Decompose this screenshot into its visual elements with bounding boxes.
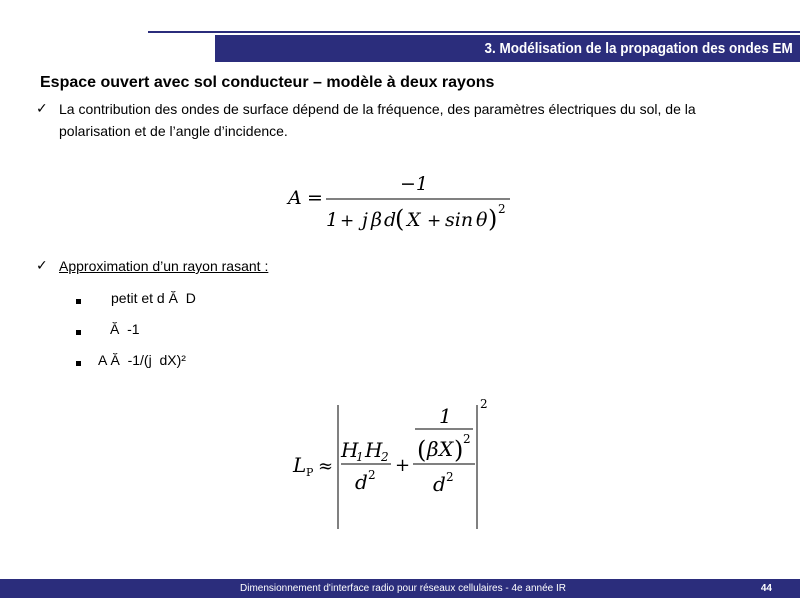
formula2-term2-den-exp: 2 (446, 470, 454, 484)
square-bullet-icon (76, 330, 81, 335)
sub-bullet (76, 352, 186, 372)
footer-text: Dimensionnement d'interface radio pour réseaux cellulaires - 4e année IR (240, 583, 566, 594)
square-bullet-icon (76, 299, 81, 304)
formula1-den-j: j (362, 209, 368, 231)
check-icon: ✓ (36, 258, 48, 274)
bullet-text: Approximation d’un rayon rasant : (59, 258, 269, 274)
formula-reflection-coefficient (280, 168, 520, 238)
sub-bullet-text: Ă -1 (110, 321, 140, 337)
formula2-term1-den: d (355, 470, 368, 494)
formula2-plus: + (395, 455, 411, 476)
bullet-grazing-approximation (36, 255, 268, 277)
formula2-term2-exp: 2 (463, 432, 471, 446)
formula2-lhs: L (293, 453, 307, 477)
section-title: 3. Modélisation de la propagation des ondes EM (484, 40, 793, 57)
formula1-den-d: d (384, 209, 397, 231)
sub-bullet-text: A Ă -1/(j dX)² (98, 352, 186, 368)
formula1-den-beta: β (371, 209, 382, 231)
check-icon: ✓ (36, 101, 48, 117)
header-rule (148, 31, 800, 33)
formula2-term2-den: d (433, 472, 446, 496)
formula1-den-one: 1 (326, 209, 339, 231)
section-header (215, 35, 800, 62)
bullet-text: La contribution des ondes de surface dépend de la fréquence, des paramètres électriques du sol, de la polarisation et de l’angle d’incidence. (59, 101, 696, 139)
formula2-lhs-sub: P (306, 466, 314, 479)
formula1-den-X: X (407, 209, 421, 231)
formula2-outer-exp: 2 (480, 397, 488, 411)
formula1-den-exp: 2 (498, 202, 506, 216)
formula1-den-rparen: ) (488, 205, 498, 233)
formula2-approx: ≈ (318, 456, 334, 477)
formula2-term1-H1: H (341, 438, 359, 462)
sub-bullet-text: petit et d Ă D (111, 290, 196, 306)
formula2-term2-X: X (439, 437, 454, 461)
formula2-term2-top: 1 (439, 404, 452, 428)
formula1-den-plus2: + (427, 211, 442, 231)
formula2-term1-sub2: 2 (381, 450, 389, 464)
formula1-eq: = (307, 187, 323, 209)
formula1-den-plus1: + (340, 211, 355, 231)
bullet-surface-waves (36, 98, 736, 142)
formula1-numerator: −1 (400, 173, 429, 195)
square-bullet-icon (76, 361, 81, 366)
formula2-term1-sub1: 1 (356, 450, 364, 464)
page-number: 44 (760, 583, 772, 594)
sub-bullet (76, 321, 140, 341)
footer-bar (0, 579, 800, 598)
sub-bullet (76, 290, 196, 310)
slide-title: Espace ouvert avec sol conducteur – modèle à deux rayons (40, 74, 495, 91)
formula1-lhs: A (288, 187, 302, 209)
formula1-den-lparen: ( (395, 205, 405, 233)
formula2-term1-H2: H (365, 438, 383, 462)
formula2-term2-beta: β (427, 437, 439, 461)
formula-path-loss (285, 395, 505, 535)
formula2-term2-rparen: ) (454, 436, 464, 464)
formula2-term2-lparen: ( (417, 436, 427, 464)
formula1-den-theta: θ (476, 209, 488, 231)
formula1-den-sin: sin (445, 209, 474, 231)
formula2-term1-den-exp: 2 (368, 468, 376, 482)
